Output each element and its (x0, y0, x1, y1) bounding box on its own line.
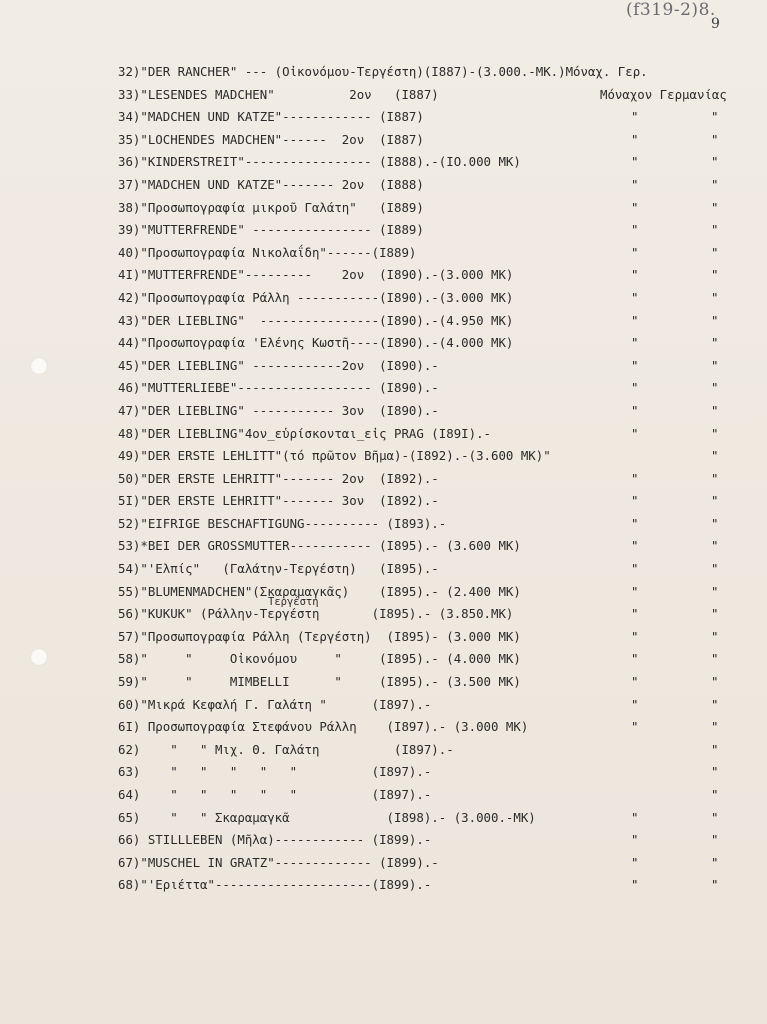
ditto-mark: " (711, 402, 719, 418)
catalog-entries (118, 61, 758, 897)
entry-text: 50)"DER ERSTE LEHRITT"------- 2ον (I892).- (118, 470, 439, 486)
ditto-mark: " (711, 877, 719, 893)
ditto-mark: " (631, 402, 639, 418)
ditto-mark: " (711, 109, 719, 125)
ditto-mark: " (631, 267, 639, 283)
ditto-mark: " (711, 719, 719, 735)
entry-text: 63) " " " " " (I897).- (118, 764, 432, 780)
catalog-entry (118, 61, 758, 84)
catalog-entry (118, 106, 758, 129)
catalog-entry (118, 400, 758, 423)
catalog-entry (118, 581, 758, 604)
entry-text: 47)"DER LIEBLING" ----------- 3ον (I890).- (118, 402, 439, 418)
catalog-entry (118, 558, 758, 581)
catalog-entry (118, 716, 758, 739)
ditto-mark: " (711, 425, 719, 441)
ditto-mark: " (711, 674, 719, 690)
ditto-mark: " (631, 154, 639, 170)
catalog-entry (118, 197, 758, 220)
catalog-entry (118, 84, 758, 107)
catalog-entry (118, 626, 758, 649)
catalog-entry (118, 445, 758, 468)
catalog-entry (118, 535, 758, 558)
entry-text: 40)"Προσωπογραφία Νικολαΐδη"------(I889) (118, 244, 417, 260)
entry-text: 59)" " MIMBELLI " (I895).- (3.500 MK) (118, 674, 521, 690)
catalog-entry (118, 129, 758, 152)
catalog-entry (118, 761, 758, 784)
entry-text: 68)"'Εριέττα"---------------------(I899).- (118, 877, 432, 893)
entry-text: 54)"'Ελπίς" (Γαλάτην-Τεργέστη) (I895).- (118, 561, 439, 577)
ditto-mark: " (711, 357, 719, 373)
interlinear-note: Τεργέστη (268, 596, 319, 609)
ditto-mark: " (631, 606, 639, 622)
entry-text: 64) " " " " " (I897).- (118, 787, 432, 802)
ditto-mark: " (711, 493, 719, 509)
ditto-mark: " (631, 854, 639, 870)
entry-text: 49)"DER ERSTE LEHLITT"(τό πρῶτον Βῆμα)-(I892).-(3.600 MK)" (118, 448, 551, 464)
entry-text: 42)"Προσωπογραφία Ράλλη -----------(I890).-(3.000 MK) (118, 289, 514, 305)
catalog-entry (118, 219, 758, 242)
ditto-mark: " (631, 244, 639, 260)
ditto-mark: " (711, 583, 719, 599)
catalog-entry (118, 694, 758, 717)
catalog-entry (118, 377, 758, 400)
ditto-mark: " (631, 199, 639, 215)
ditto-mark: " (631, 538, 639, 554)
ditto-mark: " (631, 515, 639, 531)
ditto-mark: " (711, 832, 719, 848)
ditto-mark: " (711, 764, 719, 780)
catalog-entry (118, 874, 758, 897)
entry-text: 6I) Προσωπογραφία Στεφάνου Ράλλη (I897).- (3.000 MK) (118, 719, 529, 735)
ditto-mark: " (631, 312, 639, 328)
entry-text: 62) " " Μιχ. Θ. Γαλάτη (I897).- (118, 741, 454, 757)
catalog-entry (118, 739, 758, 762)
ditto-mark: " (711, 538, 719, 554)
entry-text: 65) " " Σκαραμαγκᾶ (I898).- (3.000.-MK) (118, 809, 536, 825)
ditto-mark: " (711, 289, 719, 305)
ditto-mark: " (631, 425, 639, 441)
entry-text: 55)"BLUMENMADCHEN"(Σκαραμαγκᾶς) (I895).- (2.400 MK) (118, 583, 521, 599)
entry-text: 58)" " Οἰκονόμου " (I895).- (4.000 MK) (118, 651, 521, 667)
archive-reference-note: (f319-2)8. (626, 0, 716, 20)
punch-hole (30, 648, 48, 666)
catalog-entry (118, 596, 758, 626)
entry-text: 44)"Προσωπογραφία 'Ελένης Κωστῆ----(I890).-(4.000 MK) (118, 335, 514, 351)
catalog-entry (118, 468, 758, 491)
ditto-mark: " (631, 719, 639, 735)
ditto-mark: " (711, 809, 719, 825)
catalog-entry (118, 151, 758, 174)
ditto-mark: " (711, 267, 719, 283)
entry-text: 57)"Προσωπογραφία Ράλλη (Τεργέστη) (I895)- (3.000 MK) (118, 628, 521, 644)
ditto-mark: " (631, 561, 639, 577)
ditto-mark: " (631, 651, 639, 667)
catalog-entry (118, 332, 758, 355)
catalog-entry (118, 513, 758, 536)
ditto-mark: " (711, 696, 719, 712)
ditto-mark: " (711, 312, 719, 328)
catalog-entry (118, 264, 758, 287)
catalog-entry (118, 490, 758, 513)
ditto-mark: " (631, 696, 639, 712)
entry-text: 43)"DER LIEBLING" ----------------(I890).-(4.950 MK) (118, 312, 514, 328)
ditto-mark: " (711, 787, 719, 802)
ditto-mark: " (631, 176, 639, 192)
catalog-entry (118, 852, 758, 875)
ditto-mark: " (711, 222, 719, 238)
entry-text: 56)"KUKUK" (Ράλλην-Τεργέστη (I895).- (3.850.MK) (118, 606, 514, 622)
ditto-mark: " (711, 154, 719, 170)
entry-text: 66) STILLLEBEN (Μῆλα)------------ (I899).- (118, 832, 432, 848)
ditto-mark: " (631, 109, 639, 125)
ditto-mark: " (631, 335, 639, 351)
ditto-mark: " (631, 289, 639, 305)
entry-text: 5I)"DER ERSTE LEHRITT"------- 3ον (I892).- (118, 493, 439, 509)
ditto-mark: " (711, 515, 719, 531)
ditto-mark: " (711, 741, 719, 757)
catalog-entry (118, 423, 758, 446)
entry-text: 60)"Μικρά Κεφαλή Γ. Γαλάτη " (I897).- (118, 696, 432, 712)
ditto-mark: " (631, 583, 639, 599)
entry-text: 4I)"MUTTERFRENDE"--------- 2ον (I890).-(3.000 MK) (118, 267, 514, 283)
entry-text: 33)"LESENDES MADCHEN" 2ον (I887) (118, 86, 439, 102)
entry-text: 52)"EIFRIGE BESCHAFTIGUNG---------- (I893).- (118, 515, 447, 531)
ditto-mark: " (631, 877, 639, 893)
entry-text: 53)*BEI DER GROSSMUTTER----------- (I895).- (3.600 MK) (118, 538, 521, 554)
ditto-mark: " (711, 854, 719, 870)
ditto-mark: " (631, 832, 639, 848)
ditto-mark: " (631, 380, 639, 396)
entry-text: 45)"DER LIEBLING" ------------2ον (I890).- (118, 357, 439, 373)
catalog-entry (118, 287, 758, 310)
ditto-mark: " (711, 244, 719, 260)
catalog-entry (118, 174, 758, 197)
entry-text: 35)"LOCHENDES MADCHEN"------ 2ον (I887) (118, 131, 424, 147)
entry-text: 39)"MUTTERFRENDE" ---------------- (I889) (118, 222, 424, 238)
catalog-entry (118, 671, 758, 694)
ditto-mark: " (711, 380, 719, 396)
ditto-mark: " (711, 176, 719, 192)
entry-text: 34)"MADCHEN UND KATZE"------------ (I887) (118, 109, 424, 125)
ditto-mark: " (631, 222, 639, 238)
entry-text: 67)"MUSCHEL IN GRATZ"------------- (I899).- (118, 854, 439, 870)
ditto-mark: " (711, 131, 719, 147)
ditto-mark: " (631, 470, 639, 486)
catalog-entry (118, 355, 758, 378)
entry-text: 36)"KINDERSTREIT"----------------- (I888).-(IO.000 MK) (118, 154, 521, 170)
ditto-mark: " (711, 470, 719, 486)
ditto-mark: " (631, 357, 639, 373)
ditto-mark: " (631, 628, 639, 644)
catalog-entry (118, 784, 758, 807)
catalog-entry (118, 829, 758, 852)
page-number: 9 (711, 16, 720, 32)
ditto-mark: " (631, 809, 639, 825)
ditto-mark: " (711, 561, 719, 577)
catalog-entry (118, 310, 758, 333)
ditto-mark: " (711, 651, 719, 667)
ditto-mark: " (711, 606, 719, 622)
ditto-mark: " (631, 674, 639, 690)
ditto-mark: " (711, 199, 719, 215)
entry-text: 32)"DER RANCHER" --- (Οἰκονόμου-Τεργέστη)(I887)-(3.000.-MK.)Μόναχ. Γερ. (118, 64, 648, 79)
entry-text: 48)"DER LIEBLING"4ον_εὑρίσκονται_εἰς PRAG (I89I).- (118, 425, 491, 441)
entry-text: 38)"Προσωπογραφία μικροῦ Γαλάτη" (I889) (118, 199, 424, 215)
ditto-mark: " (711, 335, 719, 351)
punch-hole (30, 357, 48, 375)
entry-text: 37)"MADCHEN UND KATZE"------- 2ον (I888) (118, 176, 424, 192)
catalog-entry (118, 242, 758, 265)
catalog-entry (118, 807, 758, 830)
ditto-mark: " (711, 628, 719, 644)
entry-text: 46)"MUTTERLIEBE"------------------ (I890).- (118, 380, 439, 396)
ditto-mark: " (711, 448, 719, 464)
ditto-mark: " (631, 131, 639, 147)
ditto-mark: " (631, 493, 639, 509)
catalog-entry (118, 648, 758, 671)
location-text: Μόναχον Γερμανίας (600, 86, 727, 102)
